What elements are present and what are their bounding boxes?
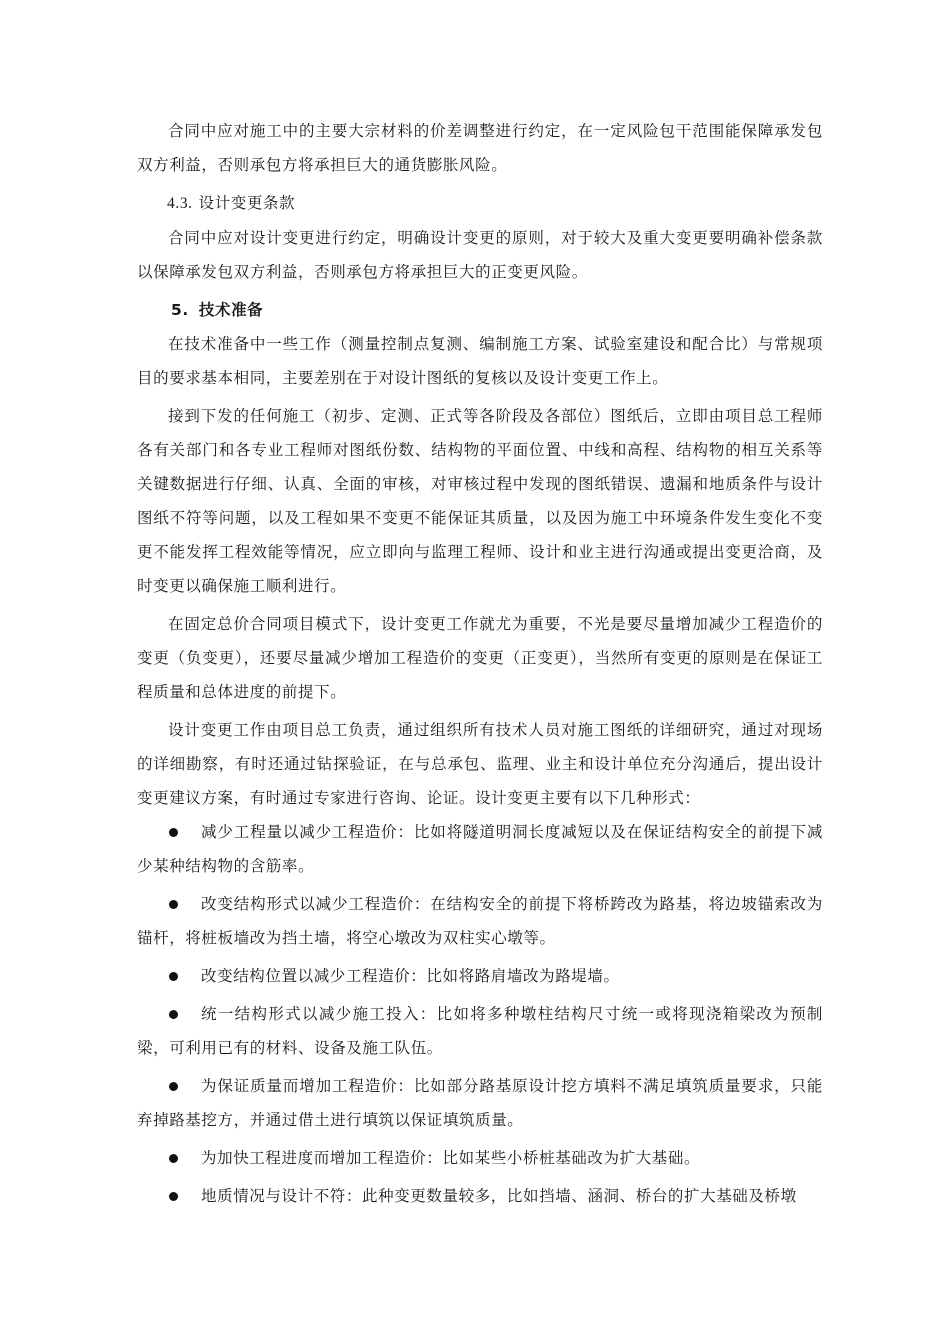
paragraph-material-price: 合同中应对施工中的主要大宗材料的价差调整进行约定，在一定风险包干范围能保障承发包双方利益，否则承包方将承担巨大的通货膨胀风险。 <box>137 122 823 174</box>
paragraph-fixed-price: 在固定总价合同项目模式下，设计变更工作就尤为重要，不光是要尽量增加减少工程造价的变更（负变更），还要尽量减少增加工程造价的变更（正变更），当然所有变更的原则是在保证工程质量和总体进度的前提下。 <box>137 615 823 701</box>
list-item-text: 改变结构位置以减少工程造价：比如将路肩墙改为路堤墙。 <box>201 967 620 985</box>
paragraph-design-change-work: 设计变更工作由项目总工负责，通过组织所有技术人员对施工图纸的详细研究，通过对现场的详细勘察，有时还通过钻探验证，在与总承包、监理、业主和设计单位充分沟通后，提出设计变更建议方案，有时通过专家进行咨询、论证。设计变更主要有以下几种形式： <box>137 721 823 807</box>
bullet-icon <box>169 1154 178 1163</box>
list-item-text: 减少工程量以减少工程造价：比如将隧道明洞长度减短以及在保证结构安全的前提下减少某种结构物的含筋率。 <box>137 823 823 875</box>
bullet-icon <box>169 1192 178 1201</box>
paragraph-tech-prep: 在技术准备中一些工作（测量控制点复测、编制施工方案、试验室建设和配合比）与常规项目的要求基本相同，主要差别在于对设计图纸的复核以及设计变更工作上。 <box>137 335 823 387</box>
paragraph-drawing-review: 接到下发的任何施工（初步、定测、正式等各阶段及各部位）图纸后，立即由项目总工程师各有关部门和各专业工程师对图纸份数、结构物的平面位置、中线和高程、结构物的相互关系等关键数据进行仔细、认真、全面的审核，对审核过程中发现的图纸错误、遗漏和地质条件与设计图纸不符等问题，以及工程如果不变更不能保证其质量，以及因为施工中环境条件发生变化不变更不能发挥工程效能等情况，应立即向与监理工程师、设计和业主进行沟通或提出变更洽商，及时变更以确保施工顺利进行。 <box>137 407 823 595</box>
list-item <box>137 815 823 883</box>
section-heading-5 <box>137 293 823 327</box>
list-item <box>137 1179 823 1213</box>
list-item <box>137 887 823 955</box>
list-item-text: 为加快工程进度而增加工程造价：比如某些小桥桩基础改为扩大基础。 <box>201 1149 701 1167</box>
paragraph-design-change-clause: 合同中应对设计变更进行约定，明确设计变更的原则，对于较大及重大变更要明确补偿条款以保障承发包双方利益，否则承包方将承担巨大的正变更风险。 <box>137 229 823 281</box>
list-item <box>137 1141 823 1175</box>
bullet-icon <box>169 828 178 837</box>
bullet-icon <box>169 900 178 909</box>
section-heading-4-3 <box>137 186 823 221</box>
section-title: 技术准备 <box>198 301 264 319</box>
section-title: 设计变更条款 <box>198 194 296 212</box>
list-item <box>137 959 823 993</box>
section-number: 4.3. <box>167 195 193 212</box>
bullet-icon <box>169 972 178 981</box>
list-item-text: 为保证质量而增加工程造价：比如部分路基原设计挖方填料不满足填筑质量要求，只能弃掉路基挖方，并通过借土进行填筑以保证填筑质量。 <box>137 1077 823 1129</box>
bullet-icon <box>169 1082 178 1091</box>
list-item-text: 改变结构形式以减少工程造价：在结构安全的前提下将桥跨改为路基，将边坡锚索改为锚杆，将桩板墙改为挡土墙，将空心墩改为双柱实心墩等。 <box>137 895 823 947</box>
list-item-text: 地质情况与设计不符：此种变更数量较多，比如挡墙、涵洞、桥台的扩大基础及桥墩 <box>201 1187 797 1205</box>
bullet-icon <box>169 1010 178 1019</box>
list-item-text: 统一结构形式以减少施工投入：比如将多种墩柱结构尺寸统一或将现浇箱梁改为预制梁，可利用已有的材料、设备及施工队伍。 <box>137 1005 823 1057</box>
list-item <box>137 997 823 1065</box>
list-item <box>137 1069 823 1137</box>
design-change-forms-list <box>137 815 823 1213</box>
document-body <box>137 114 823 1213</box>
section-number: 5. <box>171 301 189 319</box>
